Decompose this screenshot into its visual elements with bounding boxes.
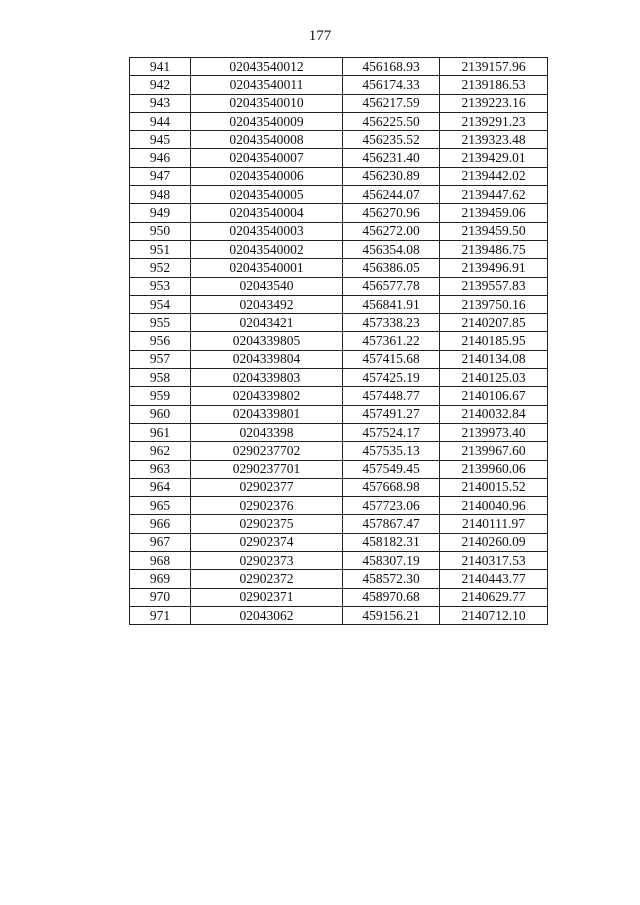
y-coordinate-cell: 2139750.16 <box>440 295 548 313</box>
table-row <box>130 350 548 368</box>
x-coordinate-cell: 458970.68 <box>343 588 440 606</box>
x-coordinate-cell: 459156.21 <box>343 606 440 624</box>
table-row <box>130 588 548 606</box>
y-coordinate-cell: 2140106.67 <box>440 387 548 405</box>
table-row <box>130 167 548 185</box>
y-coordinate-cell: 2139960.06 <box>440 460 548 478</box>
y-coordinate-cell: 2139486.75 <box>440 240 548 258</box>
table-row <box>130 515 548 533</box>
row-number-cell: 964 <box>130 478 191 496</box>
row-number-cell: 962 <box>130 442 191 460</box>
point-id-cell: 02043540012 <box>191 58 343 76</box>
y-coordinate-cell: 2139459.06 <box>440 204 548 222</box>
table-row <box>130 131 548 149</box>
x-coordinate-cell: 456272.00 <box>343 222 440 240</box>
table-row <box>130 94 548 112</box>
point-id-cell: 02902372 <box>191 570 343 588</box>
row-number-cell: 954 <box>130 295 191 313</box>
point-id-cell: 02043492 <box>191 295 343 313</box>
y-coordinate-cell: 2140125.03 <box>440 369 548 387</box>
row-number-cell: 969 <box>130 570 191 588</box>
table-row <box>130 204 548 222</box>
y-coordinate-cell: 2140629.77 <box>440 588 548 606</box>
table-row <box>130 533 548 551</box>
row-number-cell: 947 <box>130 167 191 185</box>
point-id-cell: 02043540008 <box>191 131 343 149</box>
row-number-cell: 952 <box>130 259 191 277</box>
table-body <box>130 58 548 625</box>
y-coordinate-cell: 2140712.10 <box>440 606 548 624</box>
point-id-cell: 02902377 <box>191 478 343 496</box>
point-id-cell: 0204339803 <box>191 369 343 387</box>
x-coordinate-cell: 456168.93 <box>343 58 440 76</box>
x-coordinate-cell: 456230.89 <box>343 167 440 185</box>
row-number-cell: 966 <box>130 515 191 533</box>
y-coordinate-cell: 2140317.53 <box>440 552 548 570</box>
x-coordinate-cell: 457338.23 <box>343 314 440 332</box>
x-coordinate-cell: 458572.30 <box>343 570 440 588</box>
point-id-cell: 02043540011 <box>191 76 343 94</box>
point-id-cell: 02043421 <box>191 314 343 332</box>
y-coordinate-cell: 2140185.95 <box>440 332 548 350</box>
x-coordinate-cell: 457448.77 <box>343 387 440 405</box>
table-row <box>130 478 548 496</box>
point-id-cell: 02902375 <box>191 515 343 533</box>
y-coordinate-cell: 2139291.23 <box>440 112 548 130</box>
x-coordinate-cell: 456174.33 <box>343 76 440 94</box>
row-number-cell: 956 <box>130 332 191 350</box>
x-coordinate-cell: 456244.07 <box>343 186 440 204</box>
row-number-cell: 950 <box>130 222 191 240</box>
table-row <box>130 186 548 204</box>
x-coordinate-cell: 457535.13 <box>343 442 440 460</box>
point-id-cell: 02902376 <box>191 497 343 515</box>
x-coordinate-cell: 457361.22 <box>343 332 440 350</box>
point-id-cell: 0204339804 <box>191 350 343 368</box>
x-coordinate-cell: 457524.17 <box>343 423 440 441</box>
point-id-cell: 02043540004 <box>191 204 343 222</box>
point-id-cell: 02043540007 <box>191 149 343 167</box>
x-coordinate-cell: 457549.45 <box>343 460 440 478</box>
y-coordinate-cell: 2139459.50 <box>440 222 548 240</box>
y-coordinate-cell: 2139967.60 <box>440 442 548 460</box>
row-number-cell: 968 <box>130 552 191 570</box>
x-coordinate-cell: 456225.50 <box>343 112 440 130</box>
point-id-cell: 02043540005 <box>191 186 343 204</box>
point-id-cell: 02902374 <box>191 533 343 551</box>
row-number-cell: 970 <box>130 588 191 606</box>
y-coordinate-cell: 2139157.96 <box>440 58 548 76</box>
row-number-cell: 967 <box>130 533 191 551</box>
y-coordinate-cell: 2139429.01 <box>440 149 548 167</box>
row-number-cell: 959 <box>130 387 191 405</box>
row-number-cell: 946 <box>130 149 191 167</box>
x-coordinate-cell: 457425.19 <box>343 369 440 387</box>
point-id-cell: 02043540010 <box>191 94 343 112</box>
row-number-cell: 953 <box>130 277 191 295</box>
x-coordinate-cell: 457415.68 <box>343 350 440 368</box>
point-id-cell: 0204339802 <box>191 387 343 405</box>
point-id-cell: 0204339805 <box>191 332 343 350</box>
table-row <box>130 222 548 240</box>
point-id-cell: 02043540001 <box>191 259 343 277</box>
row-number-cell: 942 <box>130 76 191 94</box>
y-coordinate-cell: 2139557.83 <box>440 277 548 295</box>
point-id-cell: 02043540009 <box>191 112 343 130</box>
x-coordinate-cell: 456841.91 <box>343 295 440 313</box>
table-row <box>130 295 548 313</box>
x-coordinate-cell: 457491.27 <box>343 405 440 423</box>
point-id-cell: 02043540002 <box>191 240 343 258</box>
row-number-cell: 949 <box>130 204 191 222</box>
row-number-cell: 945 <box>130 131 191 149</box>
table-row <box>130 405 548 423</box>
coordinates-table <box>129 57 548 625</box>
x-coordinate-cell: 456235.52 <box>343 131 440 149</box>
page-number: 177 <box>308 28 332 44</box>
point-id-cell: 02043540 <box>191 277 343 295</box>
x-coordinate-cell: 456354.08 <box>343 240 440 258</box>
table-row <box>130 58 548 76</box>
table-row <box>130 112 548 130</box>
y-coordinate-cell: 2140443.77 <box>440 570 548 588</box>
row-number-cell: 963 <box>130 460 191 478</box>
y-coordinate-cell: 2139447.62 <box>440 186 548 204</box>
row-number-cell: 965 <box>130 497 191 515</box>
x-coordinate-cell: 457668.98 <box>343 478 440 496</box>
table-row <box>130 460 548 478</box>
y-coordinate-cell: 2139186.53 <box>440 76 548 94</box>
x-coordinate-cell: 458182.31 <box>343 533 440 551</box>
y-coordinate-cell: 2140207.85 <box>440 314 548 332</box>
point-id-cell: 02043398 <box>191 423 343 441</box>
y-coordinate-cell: 2140032.84 <box>440 405 548 423</box>
x-coordinate-cell: 456231.40 <box>343 149 440 167</box>
table-row <box>130 369 548 387</box>
y-coordinate-cell: 2139496.91 <box>440 259 548 277</box>
row-number-cell: 957 <box>130 350 191 368</box>
point-id-cell: 02902373 <box>191 552 343 570</box>
table-row <box>130 497 548 515</box>
point-id-cell: 02043540006 <box>191 167 343 185</box>
row-number-cell: 960 <box>130 405 191 423</box>
table-row <box>130 606 548 624</box>
x-coordinate-cell: 456386.05 <box>343 259 440 277</box>
x-coordinate-cell: 456577.78 <box>343 277 440 295</box>
row-number-cell: 958 <box>130 369 191 387</box>
table-row <box>130 76 548 94</box>
x-coordinate-cell: 457723.06 <box>343 497 440 515</box>
y-coordinate-cell: 2139223.16 <box>440 94 548 112</box>
row-number-cell: 941 <box>130 58 191 76</box>
x-coordinate-cell: 456270.96 <box>343 204 440 222</box>
table-row <box>130 149 548 167</box>
table-row <box>130 277 548 295</box>
row-number-cell: 948 <box>130 186 191 204</box>
point-id-cell: 0290237702 <box>191 442 343 460</box>
table-row <box>130 259 548 277</box>
x-coordinate-cell: 457867.47 <box>343 515 440 533</box>
row-number-cell: 961 <box>130 423 191 441</box>
point-id-cell: 0290237701 <box>191 460 343 478</box>
table-row <box>130 332 548 350</box>
table-row <box>130 423 548 441</box>
y-coordinate-cell: 2140040.96 <box>440 497 548 515</box>
table-row <box>130 442 548 460</box>
y-coordinate-cell: 2140111.97 <box>440 515 548 533</box>
row-number-cell: 955 <box>130 314 191 332</box>
x-coordinate-cell: 456217.59 <box>343 94 440 112</box>
table-row <box>130 240 548 258</box>
y-coordinate-cell: 2140134.08 <box>440 350 548 368</box>
row-number-cell: 943 <box>130 94 191 112</box>
y-coordinate-cell: 2139323.48 <box>440 131 548 149</box>
table-row <box>130 314 548 332</box>
y-coordinate-cell: 2139442.02 <box>440 167 548 185</box>
y-coordinate-cell: 2139973.40 <box>440 423 548 441</box>
row-number-cell: 944 <box>130 112 191 130</box>
row-number-cell: 951 <box>130 240 191 258</box>
y-coordinate-cell: 2140015.52 <box>440 478 548 496</box>
point-id-cell: 02902371 <box>191 588 343 606</box>
point-id-cell: 0204339801 <box>191 405 343 423</box>
point-id-cell: 02043540003 <box>191 222 343 240</box>
table-row <box>130 570 548 588</box>
x-coordinate-cell: 458307.19 <box>343 552 440 570</box>
point-id-cell: 02043062 <box>191 606 343 624</box>
y-coordinate-cell: 2140260.09 <box>440 533 548 551</box>
row-number-cell: 971 <box>130 606 191 624</box>
table-row <box>130 387 548 405</box>
table-row <box>130 552 548 570</box>
